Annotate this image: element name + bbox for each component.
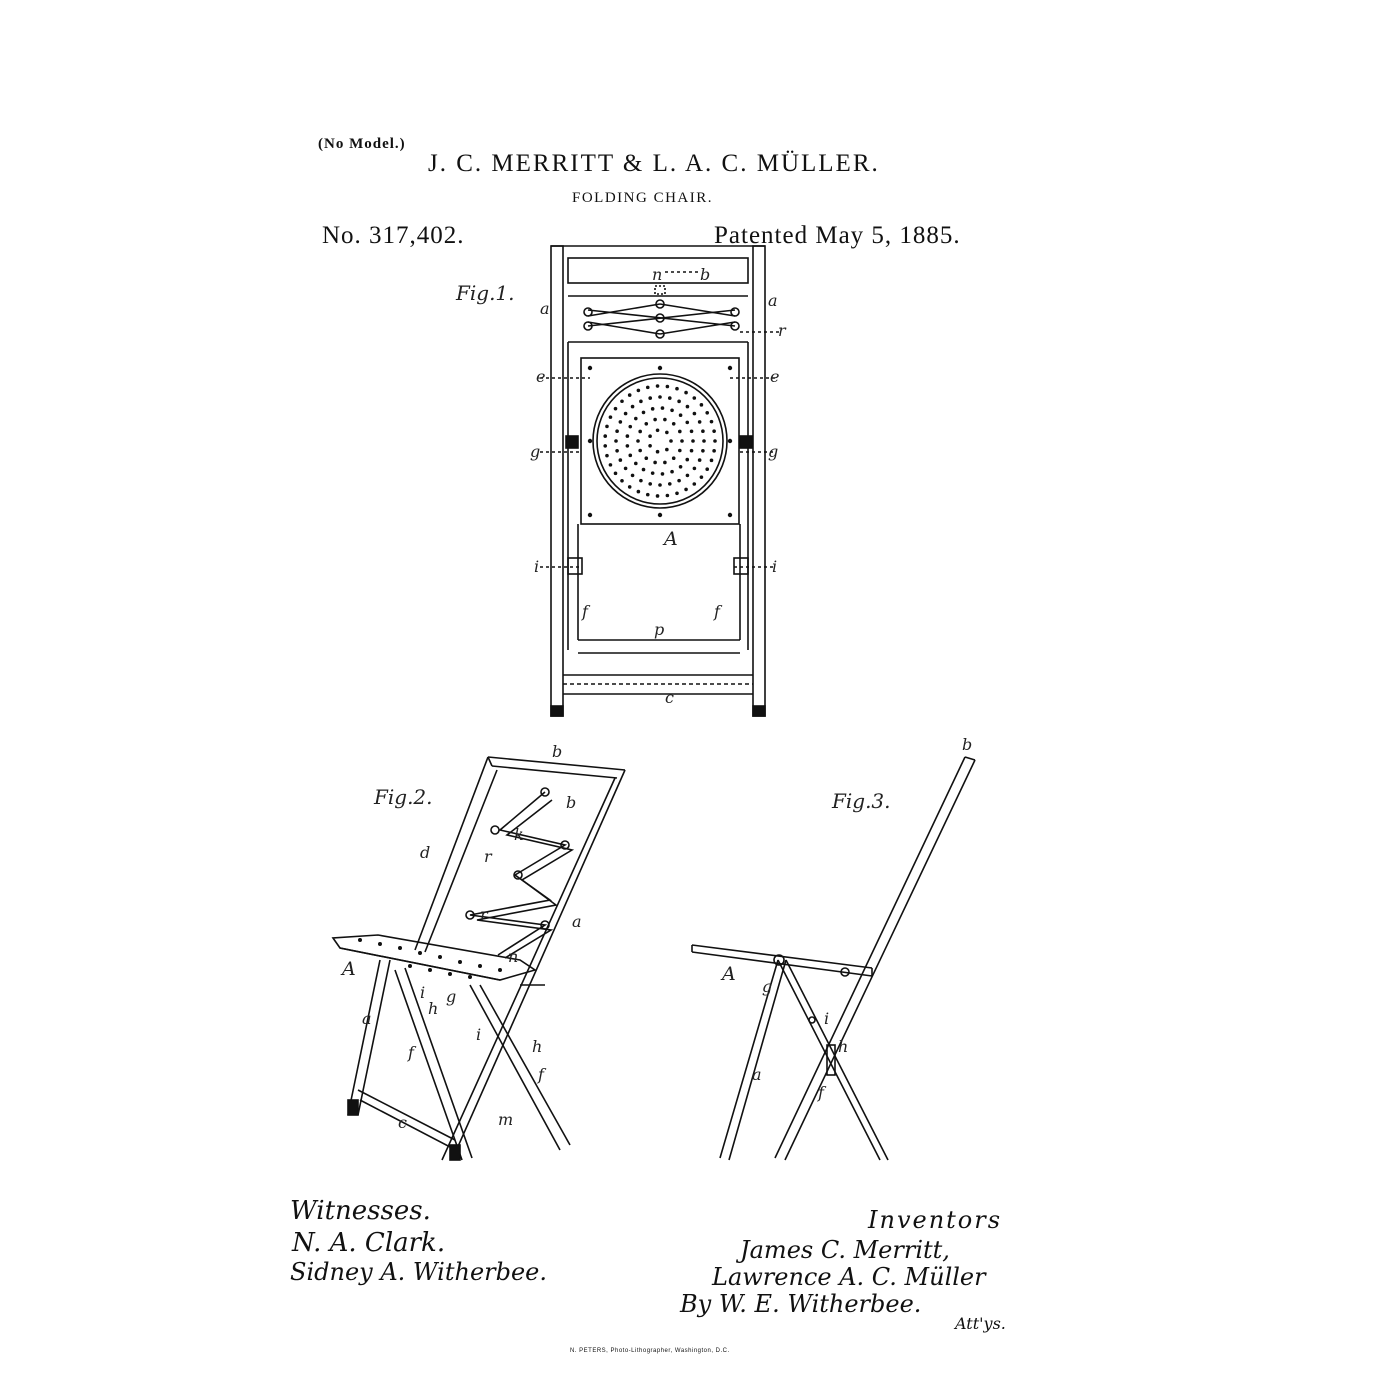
rivet-dot (603, 434, 607, 438)
fig2-label-A: A (342, 958, 356, 980)
rivet-dot (605, 425, 609, 429)
fig3-label-A: A (722, 963, 736, 985)
fig1-label-i-left: i (534, 557, 540, 576)
rivet-dot (684, 488, 688, 492)
attorney-abbreviation: Att'ys. (955, 1314, 1006, 1333)
rivet-dot (658, 513, 662, 517)
fig2-label-g: g (446, 987, 457, 1006)
rivet-dot (666, 385, 670, 389)
rivet-dot (642, 468, 646, 472)
fig2-label-f-left: f (408, 1043, 414, 1062)
rivet-dot (685, 421, 689, 425)
rivet-dot (648, 396, 652, 400)
rivet-dot (728, 366, 732, 370)
rivet-dot (661, 406, 665, 410)
fig1-label-g-left: g (530, 442, 541, 461)
fig1-label-f-right: f (714, 602, 720, 621)
rivet-dot (653, 418, 657, 422)
fig2-title: Fig.2. (374, 785, 433, 809)
rivet-dot (698, 420, 702, 424)
rivet-dot (628, 393, 632, 397)
inventor-signature-2: Lawrence A. C. Müller (712, 1263, 986, 1291)
rivet-dot (656, 384, 660, 388)
rivet-dot (631, 405, 635, 409)
rivet-dot (675, 492, 679, 496)
fig2-drawing (333, 757, 625, 1160)
fig3-label-g: g (762, 977, 773, 996)
rivet-dot (620, 399, 624, 403)
rivet-dot (663, 461, 667, 465)
rivet-dot (686, 405, 690, 409)
fig3-label-a: a (752, 1065, 762, 1084)
rivet-dot (609, 463, 613, 467)
rivet-dot (634, 462, 638, 466)
fig1-label-e-right: e (770, 367, 780, 386)
fig1-label-c: c (665, 688, 674, 707)
rivet-dot (669, 439, 673, 443)
rivet-dot (680, 439, 684, 443)
rivet-dot (666, 494, 670, 498)
rivet-dot (701, 429, 705, 433)
rivet-dot (658, 366, 662, 370)
rivet-dot (684, 391, 688, 395)
rivet-dot (656, 494, 660, 498)
rivet-dot (605, 454, 609, 458)
rivet-dot (700, 403, 704, 407)
rivet-dot (626, 434, 630, 438)
rivet-dot (728, 439, 732, 443)
fig2-label-a-left: a (362, 1009, 372, 1028)
rivet-dot (619, 458, 623, 462)
rivet-dot (698, 458, 702, 462)
rivet-dot (705, 467, 709, 471)
fig2-label-m: m (498, 1110, 514, 1129)
rivet-dot (658, 395, 662, 399)
rivet-dot (710, 420, 714, 424)
rivet-dot (678, 449, 682, 453)
rivet-dot (677, 400, 681, 404)
rivet-dot (672, 456, 676, 460)
fig2-label-i-mid: i (476, 1025, 482, 1044)
rivet-dot (648, 482, 652, 486)
fig2-label-k: k (514, 825, 524, 844)
rivet-dot (710, 459, 714, 463)
rivet-dot (626, 444, 630, 448)
rivet-dot (677, 479, 681, 483)
rivet-dot (653, 461, 657, 465)
rivet-dot (679, 465, 683, 469)
rivet-dot (661, 472, 665, 476)
rivet-dot (678, 430, 682, 434)
rivet-dot (642, 411, 646, 415)
witness-signature-2: Sidney A. Witherbee. (290, 1258, 548, 1286)
rivet-dot (668, 482, 672, 486)
fig3-label-b: b (962, 735, 973, 754)
rivet-dot (712, 449, 716, 453)
fig1-title: Fig.1. (456, 281, 515, 305)
witnesses-heading: Witnesses. (290, 1196, 431, 1226)
fig3-drawing (692, 757, 975, 1160)
fig1-label-i-right: i (772, 557, 778, 576)
rivet-dot (670, 408, 674, 412)
rivet-dot (631, 474, 635, 478)
rivet-dot (639, 400, 643, 404)
patent-title: FOLDING CHAIR. (572, 190, 713, 206)
fig1-label-e-left: e (536, 367, 546, 386)
fig2-label-b-top: b (552, 742, 563, 761)
rivet-dot (648, 434, 652, 438)
fig2-label-r-lower: r (480, 905, 488, 924)
rivet-dot (690, 449, 694, 453)
fig1-label-f-left: f (582, 602, 588, 621)
rivet-dot (619, 420, 623, 424)
fig2-label-i-left: i (420, 983, 426, 1002)
rivet-dot (656, 450, 660, 454)
fig1-label-g-right: g (768, 442, 779, 461)
rivet-dot (638, 449, 642, 453)
rivet-dot (615, 449, 619, 453)
fig1-label-r: r (778, 321, 786, 340)
rivet-dot (665, 448, 669, 452)
inventors-signature-heading: Inventors (868, 1206, 1003, 1234)
rivet-dot (624, 412, 628, 416)
rivet-dot (663, 418, 667, 422)
model-note: (No Model.) (318, 136, 406, 152)
rivet-dot (656, 428, 660, 432)
fig3-label-h: h (838, 1037, 849, 1056)
rivet-dot (648, 444, 652, 448)
rivet-dot (665, 431, 669, 435)
rivet-dot (644, 422, 648, 426)
rivet-dot (679, 413, 683, 417)
fig2-label-f-right: f (538, 1065, 544, 1084)
rivet-dot (637, 490, 641, 494)
fig3-label-i: i (824, 1009, 830, 1028)
fig2-label-b: b (566, 793, 577, 812)
fig3-title: Fig.3. (832, 789, 891, 813)
rivet-dot (614, 407, 618, 411)
rivet-dot (614, 439, 618, 443)
fig2-label-c: c (398, 1113, 407, 1132)
rivet-dot (728, 513, 732, 517)
rivet-dot (686, 474, 690, 478)
rivet-dot (603, 444, 607, 448)
inventors-heading: J. C. MERRITT & L. A. C. MÜLLER. (428, 150, 880, 177)
rivet-dot (588, 439, 592, 443)
rivet-dot (670, 470, 674, 474)
rivet-dot (637, 389, 641, 393)
rivet-dot (690, 429, 694, 433)
patent-number: No. 317,402. (322, 222, 465, 249)
rivet-dot (615, 429, 619, 433)
attorney-signature: By W. E. Witherbee. (680, 1290, 922, 1318)
witness-signature-1: N. A. Clark. (292, 1228, 446, 1258)
rivet-dot (713, 439, 717, 443)
rivet-dot (668, 396, 672, 400)
rivet-dot (702, 439, 706, 443)
patent-date: Patented May 5, 1885. (714, 222, 961, 249)
rivet-dot (693, 467, 697, 471)
fig1-label-a-right: a (768, 291, 778, 310)
rivet-dot (646, 386, 650, 390)
rivet-dot (705, 411, 709, 415)
rivet-dot (628, 454, 632, 458)
rivet-dot (628, 425, 632, 429)
rivet-dot (628, 485, 632, 489)
inventor-signature-1: James C. Merritt, (740, 1236, 950, 1264)
rivet-dot (588, 366, 592, 370)
rivet-dot (646, 493, 650, 497)
rivet-dot (588, 513, 592, 517)
fig2-label-h-left: h (428, 999, 439, 1018)
rivet-dot (712, 429, 716, 433)
fig2-label-n: n (508, 947, 519, 966)
rivet-dot (700, 475, 704, 479)
rivet-dot (614, 472, 618, 476)
rivet-dot (692, 482, 696, 486)
rivet-dot (624, 467, 628, 471)
fig3-label-f: f (818, 1083, 824, 1102)
lithographer-credit: N. PETERS, Photo-Lithographer, Washington, D.C. (570, 1348, 730, 1354)
fig1-label-a-left: a (540, 299, 550, 318)
rivet-dot (658, 483, 662, 487)
rivet-dot (675, 387, 679, 391)
fig2-label-r-upper: r (484, 847, 492, 866)
fig2-label-h-right: h (532, 1037, 543, 1056)
rivet-dot (644, 456, 648, 460)
rivet-dot (638, 430, 642, 434)
rivet-dot (692, 396, 696, 400)
fig2-label-a-right: a (572, 912, 582, 931)
rivet-dot (701, 449, 705, 453)
fig1-label-n: n (652, 265, 663, 284)
rivet-dot (636, 439, 640, 443)
fig1-drawing (540, 246, 780, 716)
rivet-dot (685, 458, 689, 462)
rivet-dot (693, 412, 697, 416)
rivet-dot (672, 422, 676, 426)
rivet-dot (639, 479, 643, 483)
rivet-dot (609, 415, 613, 419)
rivet-dot (634, 417, 638, 421)
rivet-dot (651, 407, 655, 411)
fig1-label-p: p (654, 620, 665, 639)
fig1-label-A: A (664, 528, 678, 550)
fig2-label-d: d (420, 843, 431, 862)
fig1-label-b: b (700, 265, 711, 284)
rivet-dot (651, 471, 655, 475)
rivet-dot (691, 439, 695, 443)
rivet-dot (620, 479, 624, 483)
